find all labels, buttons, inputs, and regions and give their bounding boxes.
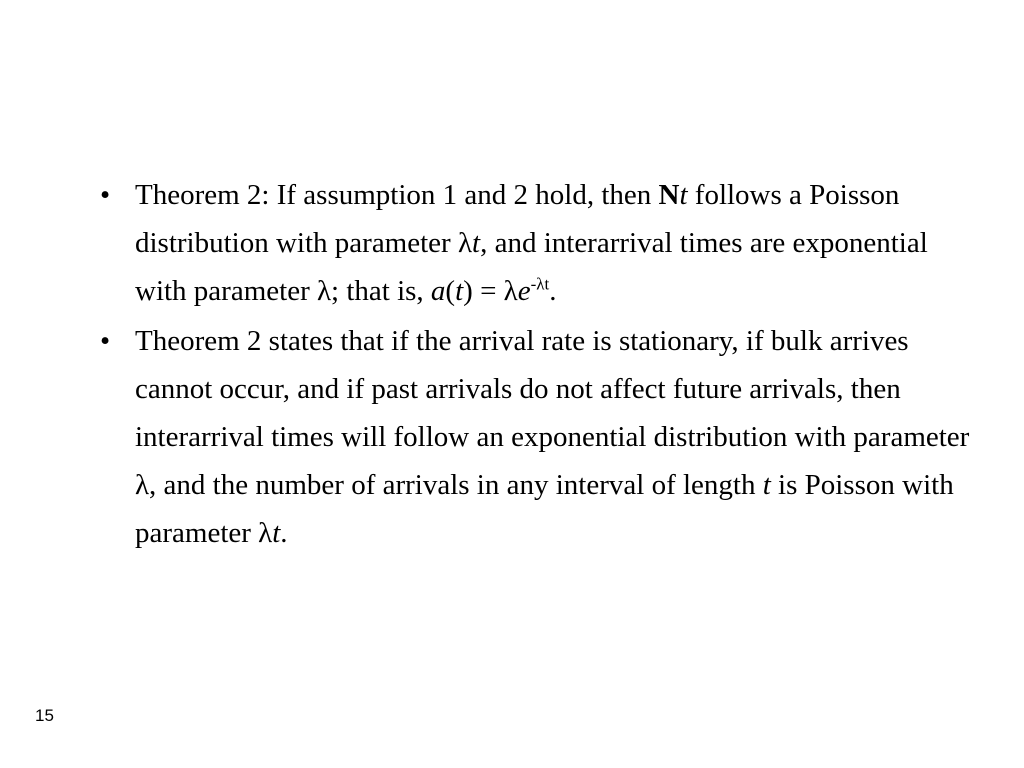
symbol-e: e <box>517 275 531 307</box>
text-run: Theorem 2 states that if the arrival rate is stationary, if bulk arrives cannot occur, and if past arrivals do not affect future arrivals, then interarrival times will follow an exponential distribution with parameter λ, and the number of arrivals in any interval of length <box>135 325 970 501</box>
symbol-N: N <box>658 179 680 211</box>
page-number: 15 <box>35 706 54 725</box>
text-run: is Poisson with parameter λ <box>135 469 954 549</box>
exponent: -λt <box>530 274 550 294</box>
symbol-t: t <box>762 469 771 501</box>
text-run: ( <box>445 275 456 307</box>
text-run: . <box>280 517 288 549</box>
text-run: follows a Poisson distribution with parameter λ <box>135 179 900 259</box>
bullet-theorem-statement <box>100 171 980 315</box>
symbol-t: t <box>679 179 688 211</box>
text-run: , and interarrival times are exponential with parameter λ; that is, <box>135 227 928 307</box>
text-run: Theorem 2: If assumption 1 and 2 hold, then <box>135 179 659 211</box>
bullet-theorem-explanation <box>100 317 980 557</box>
symbol-t: t <box>455 275 464 307</box>
symbol-t: t <box>472 227 481 259</box>
symbol-a: a <box>430 275 446 307</box>
text-run: ) = λ <box>463 275 518 307</box>
bullet-icon: • <box>100 179 111 211</box>
bullet-icon: • <box>100 325 111 357</box>
bullet-text <box>135 179 928 307</box>
bullet-text <box>135 325 969 549</box>
symbol-t: t <box>272 517 281 549</box>
slide-body <box>100 171 980 559</box>
text-run: . <box>549 275 557 307</box>
